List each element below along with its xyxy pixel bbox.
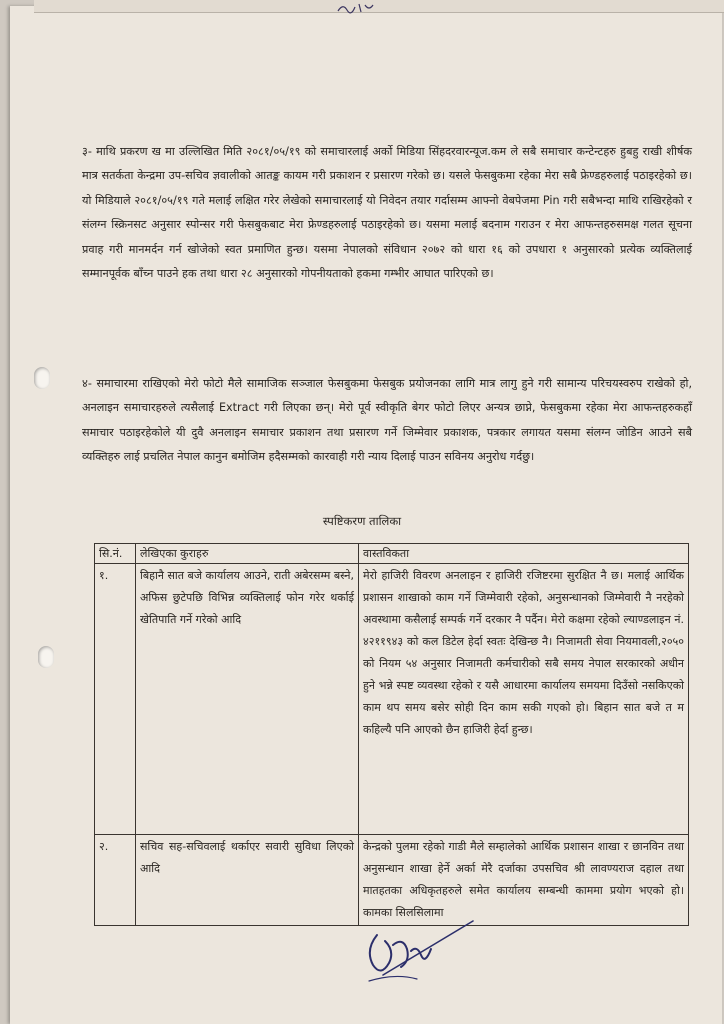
punch-hole-top <box>34 367 50 389</box>
row-reality: मेरो हाजिरी विवरण अनलाइन र हाजिरी रजिष्टरमा सुरक्षित नै छ। मलाई आर्थिक प्रशासन शाखाको काम गर्ने जिम्मेवारी रहेको, अनुसन्धानको जिम्मेवारी नै नरहेको अवस्थामा कसैलाई सम्पर्क गर्ने दरकार नै पर्दैन। मेरो कक्षमा रहेको ल्याण्डलाइन नं. ४२११९४३ को कल डिटेल हेर्दा स्वतः देखिन्छ नै। निजामती सेवा नियमावली,२०५० को नियम ५४ अनुसार निजामती कर्मचारीको सबै समय नेपाल सरकारको अधीन हुने भन्ने स्पष्ट व्यवस्था रहेको र यसै आधारमा कार्यालय समयमा दिउँसो नसकिएको काम थप समय बसेर सोही दिन काम सकी गएको हो। बिहान सात बजे त म कहिल्यै पनि आएको छैन हाजिरी हेर्दा हुन्छ। <box>359 564 689 835</box>
handwritten-signature <box>355 915 485 1004</box>
clarification-table <box>94 543 689 926</box>
paragraph-4: ४- समाचारमा राखिएको मेरो फोटो मैले सामाजिक सञ्जाल फेसबुकमा फेसबुक प्रयोजनका लागि मात्र लागु हुने गरी सामान्य परिचयस्वरुप राखेको हो, अनलाइन समाचारहरुले त्यसैलाई Extract गरी लिएका छन्। मेरो पूर्व स्वीकृति बेगर फोटो लिएर अन्यत्र छाप्ने, फेसबुकमा रहेका मेरा आफन्तहरुकहाँ समाचार पठाइरहेकोले यी दुवै अनलाइन समाचार प्रकाशन तथा प्रसारण गर्ने जिम्मेवार प्रकाशक, पत्रकार लगायत यसमा संलग्न जोडिन आउने सबै व्यक्तिहरु लाई प्रचलित नेपाल कानुन बमोजिम हदैसम्मको कारवाही गरी न्याय दिलाई पाउन सविनय अनुरोध गर्दछु। <box>82 377 692 464</box>
row-reality: केन्द्रको पुलमा रहेको गाडी मैले सम्हालेको आर्थिक प्रशासन शाखा र छानविन तथा अनुसन्धान शाखा हेर्ने अर्का मेरै दर्जाका उपसचिव श्री लावण्यराज दहाल तथा मातहतका अधिकृतहरुले समेत कार्यालय सम्बन्धी काममा प्रयोग भएको हो। कामका सिलसिलामा <box>359 835 689 926</box>
top-scribble <box>335 0 375 19</box>
row-serial: १. <box>95 564 136 835</box>
table-row <box>95 835 689 926</box>
table-title: स्पष्टिकरण तालिका <box>322 514 402 528</box>
table-header-row <box>95 544 689 564</box>
row-claim: सचिव सह-सचिवलाई थर्काएर सवारी सुविधा लिएको आदि <box>136 835 359 926</box>
header-serial: सि.नं. <box>95 544 136 564</box>
punch-hole-bottom <box>38 646 54 668</box>
top-page-edge <box>34 0 724 13</box>
paragraph-3: ३- माथि प्रकरण ख मा उल्लिखित मिति २०८१/०५/१९ को समाचारलाई अर्को मिडिया सिंहदरवारन्यूज.कम ले सबै समाचार कन्टेन्टहरु हुबहु राखी शीर्षक मात्र सतर्कता केन्द्रमा उप-सचिव ज्ञवालीको आतङ्क कायम गरी प्रकाशन र प्रसारण गरेको छ। यसले फेसबुकमा रहेका मेरा सबै फ्रेण्डहरुलाई पठाइरहेको छ। यो मिडियाले २०८१/०५/१९ गते मलाई लक्षित गरेर लेखेको समाचारलाई यो निवेदन तयार गर्दासम्म आफ्नो वेबपेजमा Pin गरी सबैभन्दा माथि राखिरहेको र संलग्न स्क्रिनसट अनुसार स्पोन्सर गरी फेसबुकबाट मेरा फ्रेण्डहरुलाई पठाइरहेको छ। यसमा मलाई बदनाम गराउन र मेरा आफन्तहरुसमक्ष गलत सूचना प्रवाह गरी मानमर्दन गर्न खोजेको स्वत प्रमाणित हुन्छ। यसमा नेपालको संविधान २०७२ को धारा १६ को उपधारा १ अनुसारको प्रत्येक व्यक्तिलाई सम्मानपूर्वक बाँच्न पाउने हक तथा धारा २८ अनुसारको गोपनीयताको हकमा गम्भीर आघात पारिएको छ। <box>82 145 692 281</box>
row-serial: २. <box>95 835 136 926</box>
header-written-items: लेखिएका कुराहरु <box>136 544 359 564</box>
header-reality: वास्तविकता <box>359 544 689 564</box>
row-claim: बिहानै सात बजे कार्यालय आउने, राती अबेरसम्म बस्ने, अफिस छुटेपछि विभिन्न व्यक्तिलाई फोन गरेर थर्काई खेतिपाति गर्ने गरेको आदि <box>136 564 359 835</box>
table-row <box>95 564 689 835</box>
